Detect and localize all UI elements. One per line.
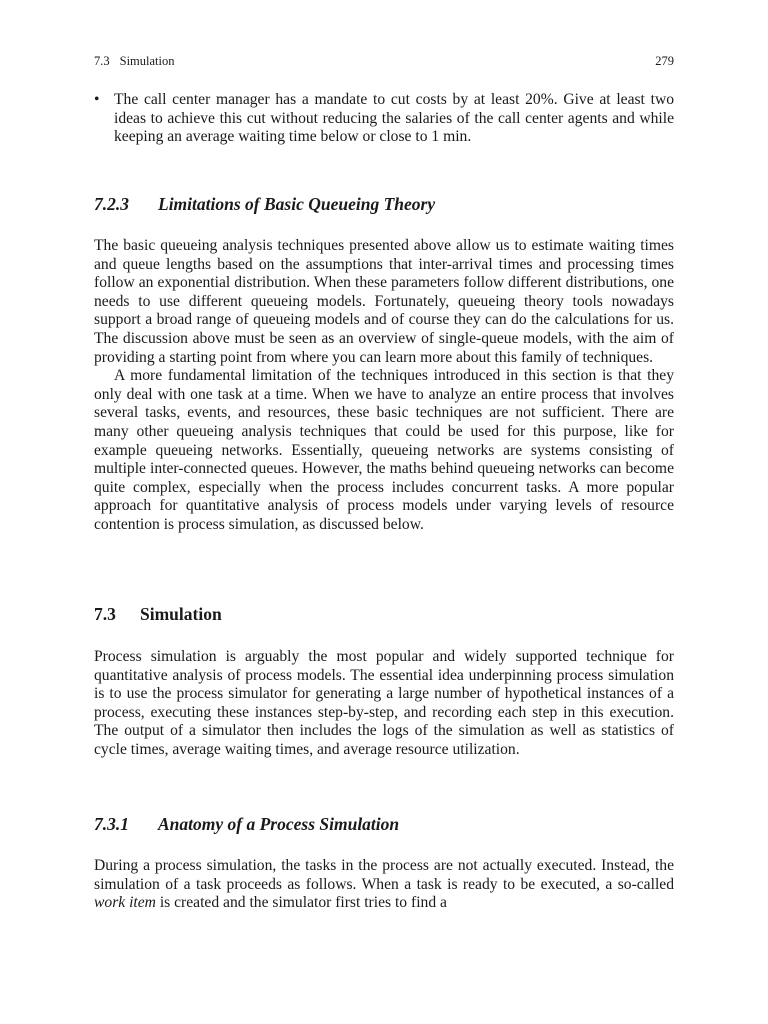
heading-7-3-number: 7.3	[94, 604, 116, 624]
section-7-3-body	[94, 648, 674, 760]
heading-7-3-1-title: Anatomy of a Process Simulation	[158, 814, 400, 834]
heading-7-3-title: Simulation	[140, 604, 222, 624]
running-head-section-title: Simulation	[119, 54, 175, 68]
paragraph-text-before: During a process simulation, the tasks in the process are not actually executed. Instead, the simulation of a task proceeds as follows. When a task is ready to be executed, a so-called	[94, 857, 674, 893]
heading-7-2-3	[94, 193, 435, 215]
paragraph: Process simulation is arguably the most popular and widely supported technique for quantitative analysis of process models. The essential idea underpinning process simulation is to use the process simulator for generating a large number of hypothetical instances of a process, executing these instances step-by-step, and recording each step in this execution. The output of a simulator then includes the logs of the simulation as well as statistics of cycle times, average waiting times, and average resource utilization.	[94, 648, 674, 758]
running-head-section-number: 7.3	[94, 54, 110, 68]
paragraph: A more fundamental limitation of the techniques introduced in this section is that they only deal with one task at a time. When we have to analyze an entire process that involves several tasks, events, and resources, these basic techniques are not sufficient. There are many other queueing analysis techniques that could be used for this purpose, like for example queueing networks. Essentially, queueing networks are systems consisting of multiple inter-connected queues. However, the maths behind queueing networks can become quite complex, especially when the process includes concurrent tasks. A more popular approach for quantitative analysis of process models under varying levels of resource contention is process simulation, as discussed below.	[94, 367, 674, 533]
running-head	[94, 53, 674, 69]
work-item-term: work item	[94, 894, 156, 912]
paragraph	[94, 857, 674, 913]
exercise-bullet	[94, 91, 674, 147]
heading-7-2-3-number: 7.2.3	[94, 194, 129, 214]
paragraph-text-after: is created and the simulator first tries to find a	[155, 894, 447, 912]
bullet-marker: •	[94, 91, 100, 108]
running-head-section	[94, 53, 175, 69]
heading-7-3-1	[94, 813, 399, 835]
section-7-2-3-body	[94, 237, 674, 535]
section-7-3-1-body	[94, 857, 674, 913]
heading-7-3-1-number: 7.3.1	[94, 814, 129, 834]
page-number: 279	[655, 54, 674, 68]
bullet-text: The call center manager has a mandate to cut costs by at least 20%. Give at least two ideas to achieve this cut without reducing the salaries of the call center agents and while keeping an average waiting time below or close to 1 min.	[114, 91, 674, 146]
paragraph: The basic queueing analysis techniques presented above allow us to estimate waiting times and queue lengths based on the assumptions that inter-arrival times and processing times follow an exponential distribution. When these parameters follow different distributions, one needs to use different queueing models. Fortunately, queueing theory tools nowadays support a broad range of queueing models and of course they can do the calculations for us. The discussion above must be seen as an overview of single-queue models, with the aim of providing a starting point from where you can learn more about this family of techniques.	[94, 237, 674, 366]
heading-7-3	[94, 603, 222, 625]
heading-7-2-3-title: Limitations of Basic Queueing Theory	[158, 194, 436, 214]
